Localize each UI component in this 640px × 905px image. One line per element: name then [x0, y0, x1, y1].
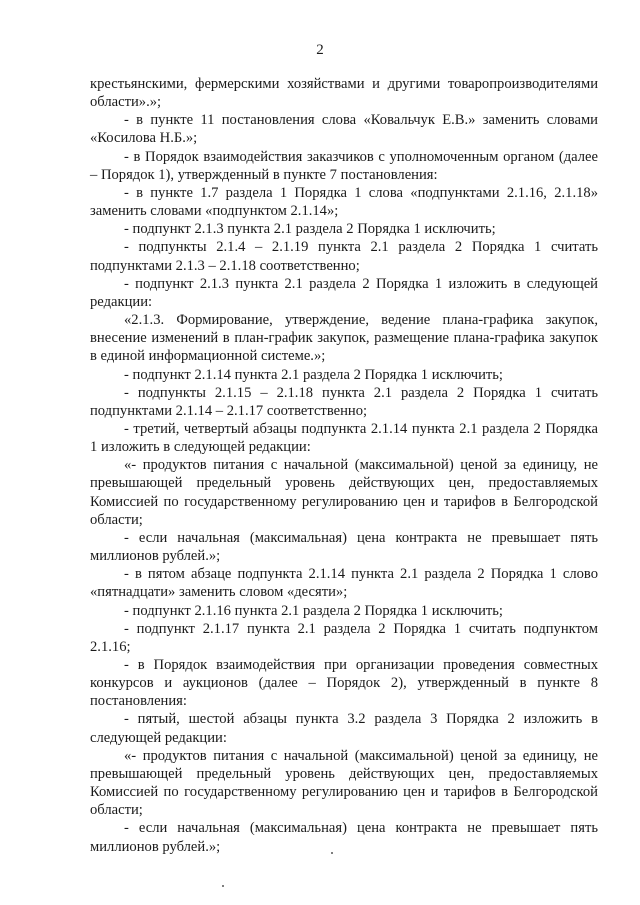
paragraph: - пятый, шестой абзацы пункта 3.2 раздела 3 Порядка 2 изложить в следующей редакции: [90, 711, 598, 746]
scan-speck [331, 852, 333, 854]
paragraph: - в Порядок взаимодействия при организации проведения совместных конкурсов и аукционов (далее – Порядок 2), утвержденный в пункте 8 постановления: [90, 657, 598, 710]
paragraph: «2.1.3. Формирование, утверждение, ведение плана-графика закупок, внесение изменений в план-график закупок, размещение плана-графика закупок в единой информационной системе.»; [90, 312, 598, 365]
paragraph: «- продуктов питания с начальной (максимальной) ценой за единицу, не превышающей предельный уровень действующих цен, предоставляемых Комиссией по государственному регулированию цен и тарифов в Белгородской области; [90, 457, 598, 528]
paragraph: крестьянскими, фермерскими хозяйствами и другими товаропроизводителями области».»; [90, 76, 598, 111]
paragraph: - подпункт 2.1.3 пункта 2.1 раздела 2 Порядка 1 исключить; [124, 221, 496, 238]
paragraph: - подпункты 2.1.15 – 2.1.18 пункта 2.1 раздела 2 Порядка 1 считать подпунктами 2.1.14 – 2.1.17 соответственно; [90, 384, 598, 419]
paragraph: - подпункты 2.1.4 – 2.1.19 пункта 2.1 раздела 2 Порядка 1 считать подпунктами 2.1.3 – 2.1.18 соответственно; [90, 239, 598, 274]
paragraph: - подпункт 2.1.17 пункта 2.1 раздела 2 Порядка 1 считать подпунктом 2.1.16; [90, 620, 598, 655]
paragraph: - если начальная (максимальная) цена контракта не превышает пять миллионов рублей.»; [90, 529, 598, 565]
paragraph: «- продуктов питания с начальной (максимальной) ценой за единицу, не превышающей предельный уровень действующих цен, предоставляемых Комиссией по государственному регулированию цен и тарифов в Белгородской области; [90, 747, 598, 819]
paragraph: - подпункт 2.1.3 пункта 2.1 раздела 2 Порядка 1 изложить в следующей редакции: [90, 275, 598, 310]
paragraph: - в пункте 1.7 раздела 1 Порядка 1 слова «подпунктами 2.1.16, 2.1.18» заменить словами «подпунктом 2.1.14»; [90, 184, 598, 220]
paragraph: - подпункт 2.1.16 пункта 2.1 раздела 2 Порядка 1 исключить; [124, 602, 503, 619]
paragraph: - подпункт 2.1.14 пункта 2.1 раздела 2 Порядка 1 исключить; [124, 366, 503, 383]
scan-speck [222, 885, 224, 887]
document-body [90, 75, 598, 856]
paragraph: - если начальная (максимальная) цена контракта не превышает пять миллионов рублей.»; [90, 820, 598, 855]
paragraph: - в пункте 11 постановления слова «Ковальчук Е.В.» заменить словами «Косилова Н.Б.»; [90, 112, 598, 147]
paragraph: - в Порядок взаимодействия заказчиков с уполномоченным органом (далее – Порядок 1), утвержденный в пункте 7 постановления: [90, 148, 598, 183]
paragraph: - в пятом абзаце подпункта 2.1.14 пункта 2.1 раздела 2 Порядка 1 слово «пятнадцати» заменить словом «десяти»; [90, 566, 598, 601]
paragraph: - третий, четвертый абзацы подпункта 2.1.14 пункта 2.1 раздела 2 Порядка 1 изложить в следующей редакции: [90, 420, 598, 456]
page-number: 2 [316, 42, 324, 58]
